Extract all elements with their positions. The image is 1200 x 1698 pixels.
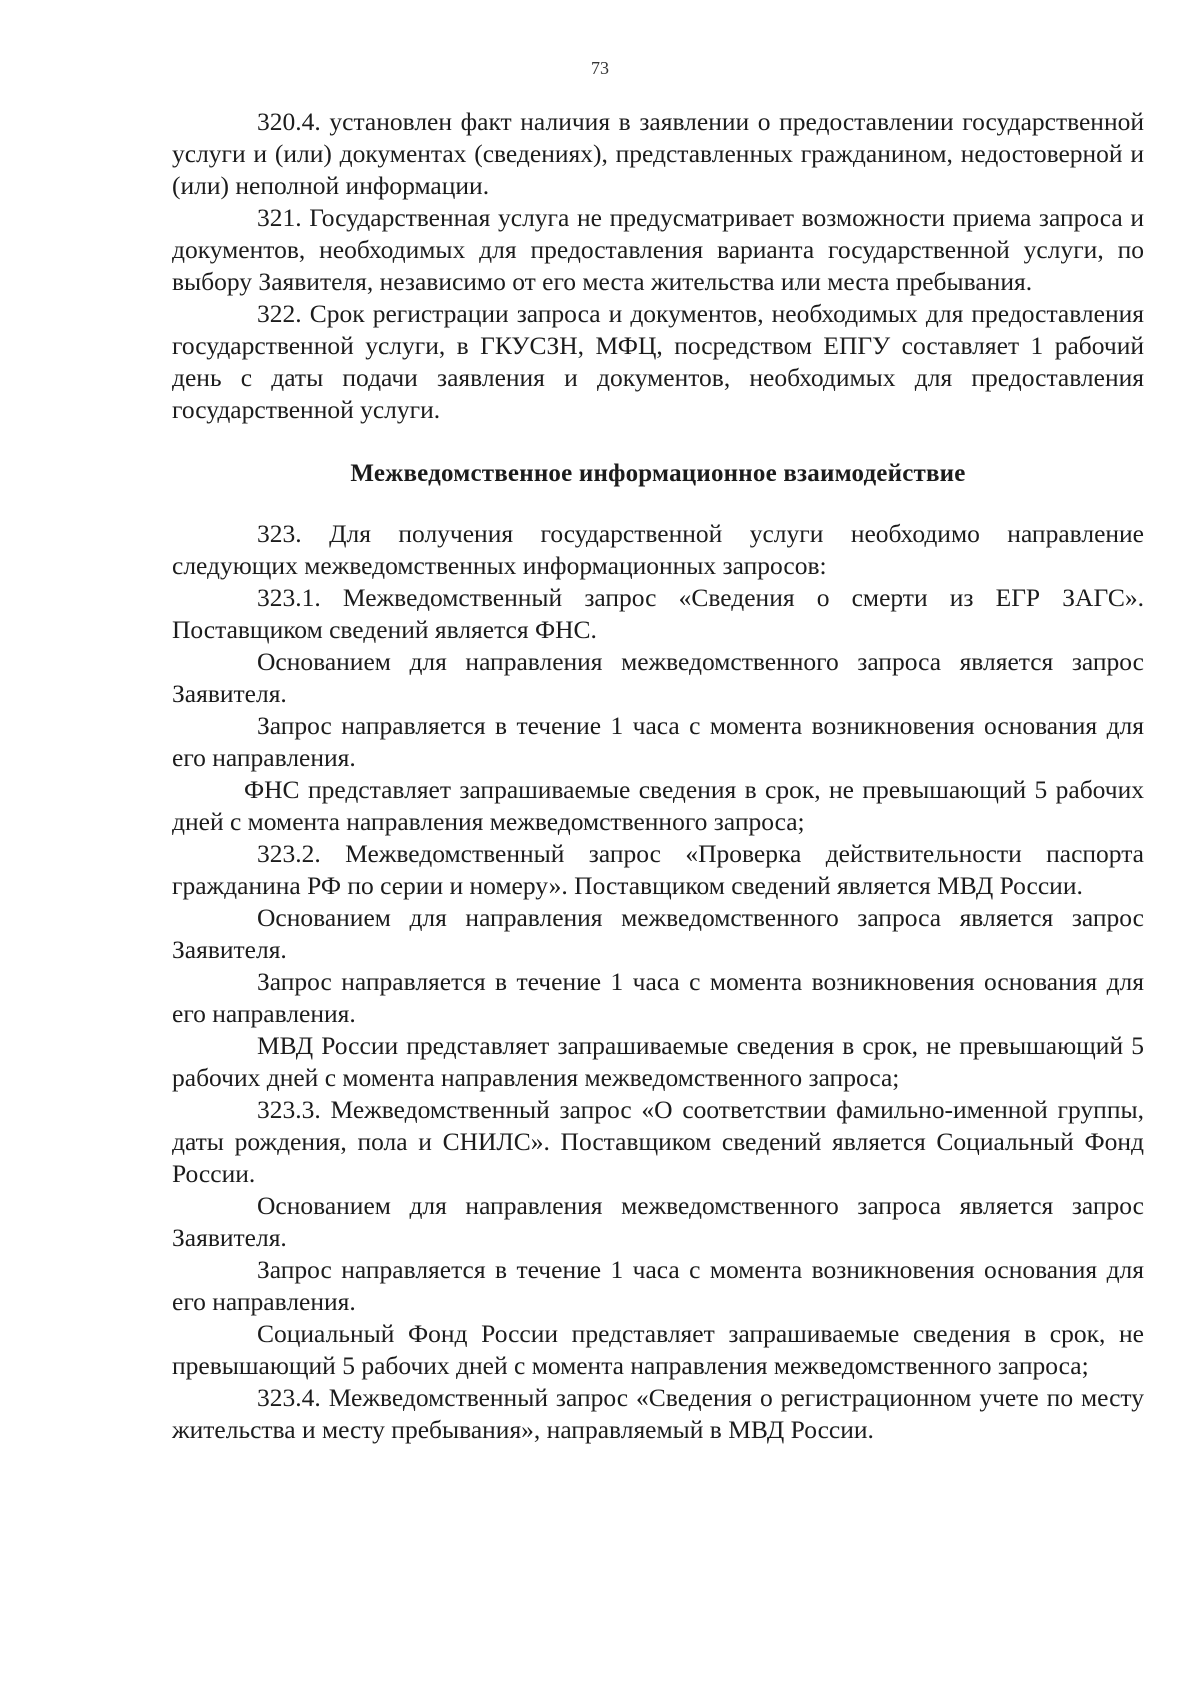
- document-body: [172, 106, 1144, 1446]
- paragraph-323-1-timing: Запрос направляется в течение 1 часа с момента возникновения основания для его направления.: [172, 711, 1144, 772]
- paragraph-323: 323. Для получения государственной услуги необходимо направление следующих межведомственных информационных запросов:: [172, 519, 1144, 580]
- paragraph-323-1-basis: Основанием для направления межведомственного запроса является запрос Заявителя.: [172, 647, 1144, 708]
- paragraph-323-2-timing: Запрос направляется в течение 1 часа с момента возникновения основания для его направления.: [172, 967, 1144, 1028]
- paragraph-323-1-provider-term: ФНС представляет запрашиваемые сведения в срок, не превышающий 5 рабочих дней с момента направления межведомственного запроса;: [172, 775, 1144, 836]
- paragraph-323-2-basis: Основанием для направления межведомственного запроса является запрос Заявителя.: [172, 903, 1144, 964]
- paragraph-323-3-provider-term: Социальный Фонд России представляет запрашиваемые сведения в срок, не превышающий 5 рабочих дней с момента направления межведомственного запроса;: [172, 1319, 1144, 1380]
- paragraph-323-3-timing: Запрос направляется в течение 1 часа с момента возникновения основания для его направления.: [172, 1255, 1144, 1316]
- page-number: 73: [591, 58, 609, 78]
- paragraph-321: 321. Государственная услуга не предусматривает возможности приема запроса и документов, необходимых для предоставления варианта государственной услуги, по выбору Заявителя, независимо от его места жительства или места пребывания.: [172, 203, 1144, 296]
- paragraph-323-4: 323.4. Межведомственный запрос «Сведения о регистрационном учете по месту жительства и месту пребывания», направляемый в МВД России.: [172, 1383, 1144, 1444]
- paragraph-322: 322. Срок регистрации запроса и документов, необходимых для предоставления государственной услуги, в ГКУСЗН, МФЦ, посредством ЕПГУ составляет 1 рабочий день с даты подачи заявления и документов, необходимых для предоставления государственной услуги.: [172, 299, 1144, 424]
- paragraph-320-4: 320.4. установлен факт наличия в заявлении о предоставлении государственной услуги и (или) документах (сведениях), представленных гражданином, недостоверной и (или) неполной информации.: [172, 107, 1144, 200]
- section-heading: Межведомственное информационное взаимодействие: [350, 460, 966, 487]
- paragraph-323-2: 323.2. Межведомственный запрос «Проверка действительности паспорта гражданина РФ по серии и номеру». Поставщиком сведений является МВД России.: [172, 839, 1144, 900]
- paragraph-323-3: 323.3. Межведомственный запрос «О соответствии фамильно-именной группы, даты рождения, пола и СНИЛС». Поставщиком сведений является Социальный Фонд России.: [172, 1095, 1144, 1188]
- paragraph-323-3-basis: Основанием для направления межведомственного запроса является запрос Заявителя.: [172, 1191, 1144, 1252]
- paragraph-323-2-provider-term: МВД России представляет запрашиваемые сведения в срок, не превышающий 5 рабочих дней с момента направления межведомственного запроса;: [172, 1031, 1144, 1092]
- paragraph-323-1: 323.1. Межведомственный запрос «Сведения о смерти из ЕГР ЗАГС». Поставщиком сведений является ФНС.: [172, 583, 1144, 644]
